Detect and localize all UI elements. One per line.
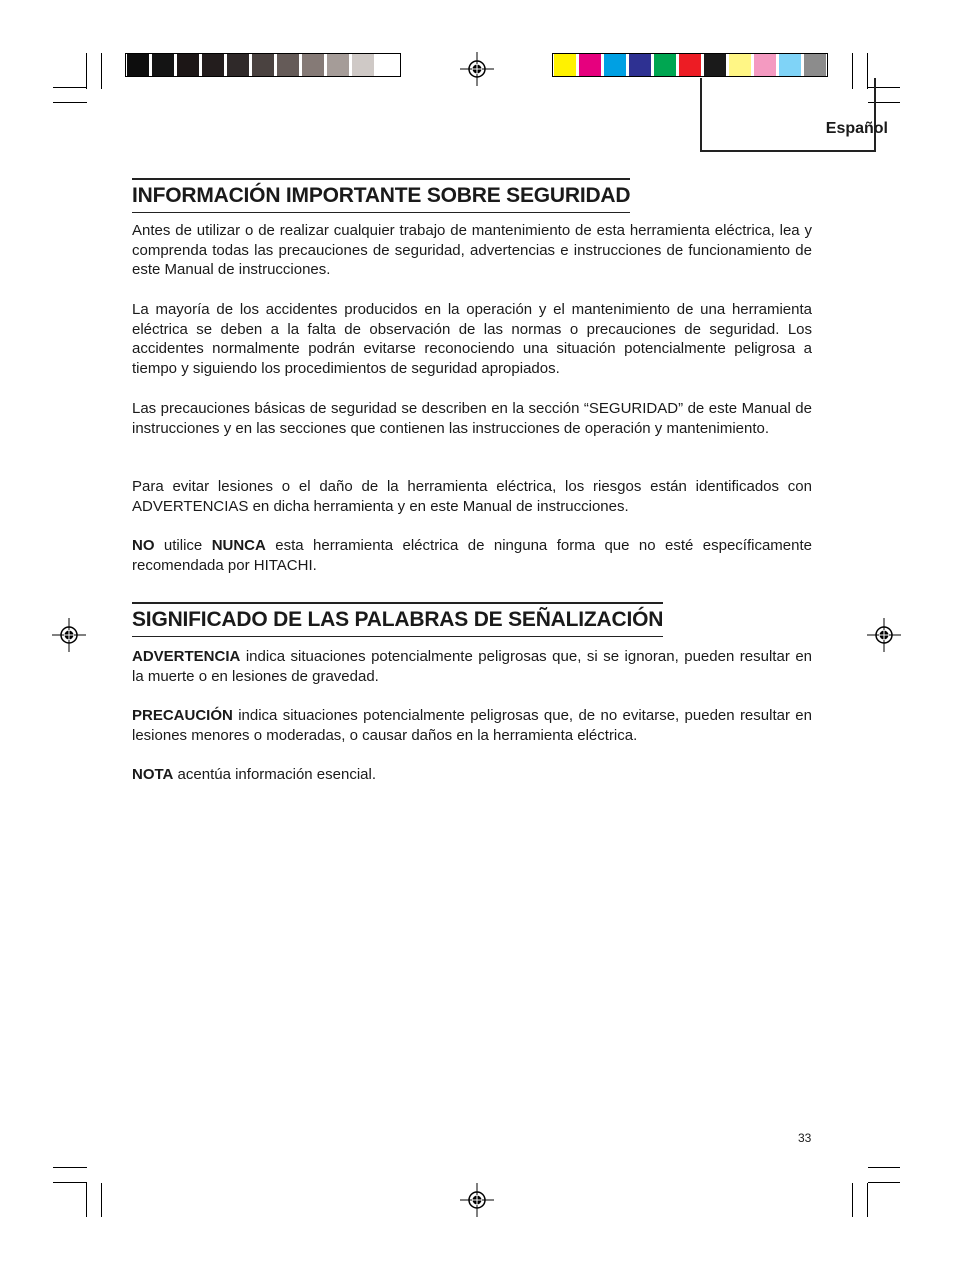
crop-mark	[868, 1167, 900, 1168]
definition-note: NOTA acentúa información esencial.	[132, 766, 377, 783]
registration-mark-icon	[460, 1183, 494, 1217]
color-swatch	[177, 54, 199, 76]
crop-mark	[101, 1183, 102, 1217]
color-swatch	[729, 54, 751, 76]
color-swatch	[604, 54, 626, 76]
language-tab	[700, 78, 876, 152]
color-swatch	[804, 54, 826, 76]
registration-mark-icon	[52, 618, 86, 652]
paragraph: Para evitar lesiones o el daño de la herramienta eléctrica, los riesgos están identificados con ADVERTENCIAS en dicha herramienta y en este Manual de instrucciones.	[132, 478, 812, 515]
term-warning: ADVERTENCIA	[132, 648, 241, 665]
crop-mark	[53, 102, 87, 103]
registration-mark-icon	[460, 52, 494, 86]
color-swatch	[579, 54, 601, 76]
section-title-signal-words: SIGNIFICADO DE LAS PALABRAS DE SEÑALIZACIÓN	[132, 608, 663, 637]
paragraph: Antes de utilizar o de realizar cualquier trabajo de mantenimiento de esta herramienta eléctrica, lea y comprenda todas las precauciones de seguridad, advertencias e instrucciones de funcionamiento de este Manual de instrucciones.	[132, 222, 812, 279]
color-swatch	[554, 54, 576, 76]
color-swatch	[754, 54, 776, 76]
crop-mark	[53, 1182, 87, 1183]
color-swatch	[277, 54, 299, 76]
language-label: Español	[825, 120, 888, 137]
crop-mark	[86, 53, 87, 89]
crop-mark	[852, 1183, 853, 1217]
color-swatch	[779, 54, 801, 76]
color-swatch	[302, 54, 324, 76]
color-swatch	[679, 54, 701, 76]
color-swatch	[377, 54, 399, 76]
crop-mark	[867, 1183, 868, 1217]
crop-mark	[86, 1183, 87, 1217]
emphasis-nunca: NUNCA	[211, 537, 266, 554]
paragraph-never-use: NO utilice NUNCA esta herramienta eléctrica de ninguna forma que no esté específicamente recomendada por HITACHI.	[132, 537, 812, 574]
color-swatch	[629, 54, 651, 76]
crop-mark	[53, 87, 87, 88]
term-note: NOTA	[132, 766, 174, 783]
definition-caution: PRECAUCIÓN indica situaciones potencialmente peligrosas que, de no evitarse, pueden resultar en lesiones menores o moderadas, o causar daños en la herramienta eléctrica.	[132, 707, 812, 744]
color-swatch	[127, 54, 149, 76]
paragraph: Las precauciones básicas de seguridad se describen en la sección “SEGURIDAD” de este Manual de instrucciones y en las secciones que contienen las instrucciones de operación y mantenimiento.	[132, 400, 812, 437]
crop-mark	[868, 1182, 900, 1183]
color-swatch	[202, 54, 224, 76]
registration-mark-icon	[867, 618, 901, 652]
page-number: 33	[798, 1131, 812, 1145]
color-swatch	[352, 54, 374, 76]
definition-warning: ADVERTENCIA indica situaciones potencialmente peligrosas que, si se ignoran, pueden resultar en la muerte o en lesiones de gravedad.	[132, 648, 812, 685]
color-swatch	[704, 54, 726, 76]
paragraph: La mayoría de los accidentes producidos en la operación y el mantenimiento de una herramienta eléctrica se deben a la falta de observación de las normas o precauciones de seguridad. Los accidentes normalmente podrán evitarse reconociendo una situación potencialmente peligrosa a tiempo y siguiendo los procedimientos de seguridad apropiados.	[132, 301, 812, 378]
section-title-safety: INFORMACIÓN IMPORTANTE SOBRE SEGURIDAD	[132, 184, 630, 213]
color-swatch	[327, 54, 349, 76]
crop-mark	[101, 53, 102, 89]
color-swatch	[252, 54, 274, 76]
color-swatch	[152, 54, 174, 76]
term-caution: PRECAUCIÓN	[132, 707, 233, 724]
color-swatch	[227, 54, 249, 76]
crop-mark	[53, 1167, 87, 1168]
color-swatch	[654, 54, 676, 76]
emphasis-no: NO	[132, 537, 155, 554]
